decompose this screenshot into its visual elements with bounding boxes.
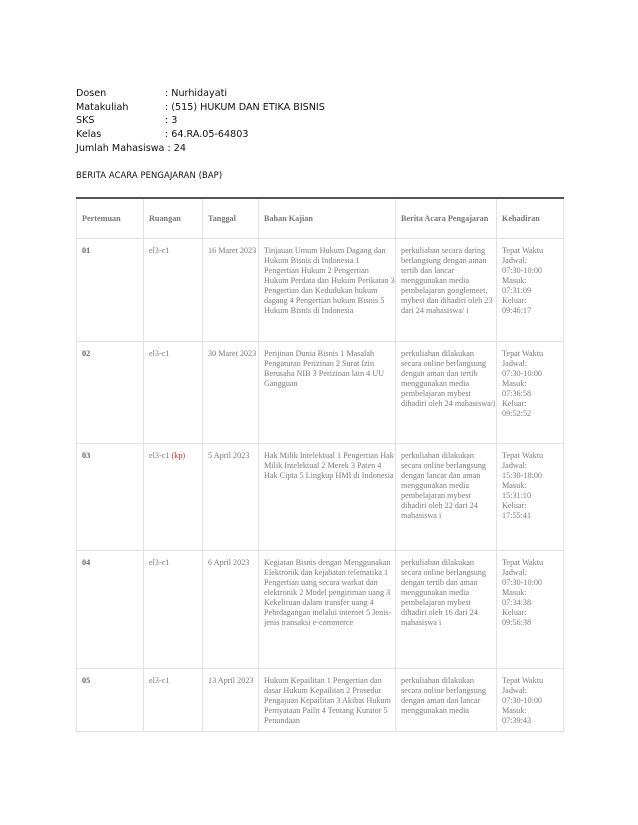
cell-kehadiran — [497, 443, 564, 550]
kehadiran-jadwal-value: 07:30-10:00 — [502, 368, 543, 378]
cell-ruangan — [144, 668, 203, 731]
kehadiran-keluar-label: Keluar: — [502, 607, 527, 617]
kehadiran-masuk-label: Masuk: — [502, 378, 527, 388]
kehadiran-keluar-label: Keluar: — [502, 398, 527, 408]
kehadiran-masuk-value: 15:31:10 — [502, 490, 532, 500]
info-row-matakuliah — [76, 101, 325, 115]
info-value: : 3 — [165, 115, 178, 127]
cell-bahan-kajian: Perijinan Dunia Bisnis 1 Masalah Pengaturan Perizinan 2 Surat Izin Berusaha NIB 3 Perizinan lain 4 UU Gangguan — [259, 341, 396, 443]
kehadiran-masuk-label: Masuk: — [502, 705, 527, 715]
header-kehadiran: Kehadiran — [497, 198, 564, 238]
info-value: : (515) HUKUM DAN ETIKA BISNIS — [165, 101, 325, 113]
section-title: BERITA ACARA PENGAJARAN (BAP) — [76, 170, 223, 180]
table-row — [77, 668, 564, 731]
cell-pertemuan: 01 — [77, 238, 144, 341]
table-row — [77, 341, 564, 443]
kehadiran-masuk-value: 07:36:58 — [502, 388, 532, 398]
kehadiran-keluar-label: Keluar: — [502, 295, 527, 305]
kehadiran-masuk-value: 07:34:38 — [502, 597, 532, 607]
cell-berita-acara: perkuliahan secara daring berlangsung dengan aman tertib dan lancar menggunakan media pembelajaran googlemeet, mybest dan dihadiri oleh 23 dari 24 mahasiswa/ i — [396, 238, 497, 341]
cell-kehadiran — [497, 238, 564, 341]
kehadiran-status: Tepat Waktu — [502, 348, 544, 358]
ruangan-text: el3-c1 — [149, 450, 170, 460]
info-value: : 24 — [167, 142, 186, 154]
cell-bahan-kajian: Tinjauan Umum Hukum Dagang dan Hukum Bisnis di Indonesia 1 Pengertian Hukum 2 Pengertian Hukum Perdata dan Hukum Perikatan 3 Pengertian dan Kedudukan hukum dagang 4 Pengertian hukum Bisnis 5 Hukum Bisnis di Indonesia — [259, 238, 396, 341]
info-row-kelas — [76, 128, 325, 142]
kehadiran-masuk-value: 07:39:43 — [502, 715, 532, 725]
kehadiran-jadwal-value: 07:30-10:00 — [502, 577, 543, 587]
kehadiran-masuk-label: Masuk: — [502, 275, 527, 285]
cell-bahan-kajian: Hak Milik Intelektual 1 Pengertian Hak Milik Intelektual 2 Merek 3 Paten 4 Hak Cipta 5 Lingkup HMI di Indonesia — [259, 443, 396, 550]
kehadiran-jadwal-label: Jadwal: — [502, 358, 528, 368]
cell-bahan-kajian: Kegiatan Bisnis dengan Menggunakan Elektronik dan kejahatan telematika 1 Pengertian uang secara warkat dan elektronik 2 Model pengiriman uang 3 Kekeliruan dalam transfer uang 4 Pehrdagangan melalui internet 5 Jenis-jenis transaksi e-commerce — [259, 550, 396, 668]
kehadiran-keluar-label: Keluar: — [502, 500, 527, 510]
table-row — [77, 550, 564, 668]
header-ruangan: Ruangan — [144, 198, 203, 238]
ruangan-text: el3-c1 — [149, 675, 170, 685]
header-tanggal: Tanggal — [203, 198, 259, 238]
cell-berita-acara: perkuliahan dilakukan secara online berlangsung dengan aman dan lancar menggunakan media — [396, 668, 497, 731]
table-row — [77, 238, 564, 341]
ruangan-text: el3-c1 — [149, 557, 170, 567]
info-label: SKS — [76, 115, 95, 127]
info-row-dosen — [76, 87, 325, 101]
cell-pertemuan: 05 — [77, 668, 144, 731]
header-berita-acara: Berita Acara Pengajaran — [396, 198, 497, 238]
cell-kehadiran — [497, 668, 564, 731]
info-value: : Nurhidayati — [165, 88, 228, 99]
header-bahan-kajian: Bahan Kajian — [259, 198, 396, 238]
cell-bahan-kajian: Hukum Kepailitan 1 Pengertian dan dasar Hukum Kepailitan 2 Prosedur Pengajuan Kepailitan 3 Akibat Hukum Pernyataan Pailit 4 Tentang Kurator 5 Penundaan — [259, 668, 396, 731]
cell-tanggal: 16 Maret 2023 — [203, 238, 259, 341]
cell-ruangan — [144, 341, 203, 443]
cell-berita-acara: perkuliahan dilakukan secara online berlangsung dengan tertib dan aman menggunakan media pembelajaran mybest dihadiri oleh 16 dari 24 mahasiswa i — [396, 550, 497, 668]
info-label: Kelas — [76, 129, 102, 141]
bap-table — [76, 197, 564, 732]
kehadiran-jadwal-label: Jadwal: — [502, 255, 528, 265]
cell-ruangan — [144, 238, 203, 341]
kehadiran-status: Tepat Waktu — [502, 245, 544, 255]
kehadiran-status: Tepat Waktu — [502, 557, 544, 567]
info-row-jumlah-mahasiswa — [76, 142, 325, 156]
kehadiran-jadwal-value: 15:30-18:00 — [502, 470, 543, 480]
kehadiran-jadwal-value: 07:30-10:00 — [502, 695, 543, 705]
cell-kehadiran — [497, 550, 564, 668]
cell-kehadiran — [497, 341, 564, 443]
kehadiran-masuk-label: Masuk: — [502, 587, 527, 597]
kehadiran-status: Tepat Waktu — [502, 450, 544, 460]
cell-tanggal: 13 April 2023 — [203, 668, 259, 731]
table-header-row — [77, 198, 564, 238]
cell-tanggal: 6 April 2023 — [203, 550, 259, 668]
course-info — [76, 87, 325, 155]
info-label: Dosen — [76, 88, 107, 99]
cell-ruangan — [144, 550, 203, 668]
kehadiran-status: Tepat Waktu — [502, 675, 544, 685]
kehadiran-keluar-value: 09:52:52 — [502, 409, 532, 419]
info-value: : 64.RA.05-64803 — [165, 129, 249, 141]
kehadiran-jadwal-label: Jadwal: — [502, 460, 528, 470]
cell-tanggal: 5 April 2023 — [203, 443, 259, 550]
info-label: Matakuliah — [76, 101, 129, 113]
ruangan-kp-tag: (kp) — [171, 450, 186, 460]
cell-ruangan — [144, 443, 203, 550]
kehadiran-keluar-value: 09:56:38 — [502, 618, 532, 628]
cell-pertemuan: 03 — [77, 443, 144, 550]
header-pertemuan: Pertemuan — [77, 198, 144, 238]
cell-pertemuan: 02 — [77, 341, 144, 443]
kehadiran-jadwal-value: 07:30-10:00 — [502, 265, 543, 275]
ruangan-text: el3-c1 — [149, 348, 170, 358]
ruangan-text: el3-c1 — [149, 245, 170, 255]
cell-tanggal: 30 Maret 2023 — [203, 341, 259, 443]
kehadiran-keluar-value: 17:55:41 — [502, 511, 532, 521]
kehadiran-masuk-label: Masuk: — [502, 480, 527, 490]
kehadiran-masuk-value: 07:31:09 — [502, 285, 532, 295]
table-row — [77, 443, 564, 550]
cell-berita-acara: perkuliahan dilakukan secara online berlangsung dengan lancar dan aman menggunakan media pembelajaran mybest dihadiri oleh 22 dari 24 mahasiswa i — [396, 443, 497, 550]
kehadiran-jadwal-label: Jadwal: — [502, 567, 528, 577]
info-row-sks — [76, 114, 325, 128]
cell-berita-acara: perkuliahan dilakukan secara online berlangsung dengan aman dan tertib menggunakan media pembelajaran mybest dihadiri oleh 24 mahasiswa/i — [396, 341, 497, 443]
kehadiran-jadwal-label: Jadwal: — [502, 685, 528, 695]
kehadiran-keluar-value: 09:46:17 — [502, 306, 532, 316]
cell-pertemuan: 04 — [77, 550, 144, 668]
info-label: Jumlah Mahasiswa — [76, 142, 165, 154]
